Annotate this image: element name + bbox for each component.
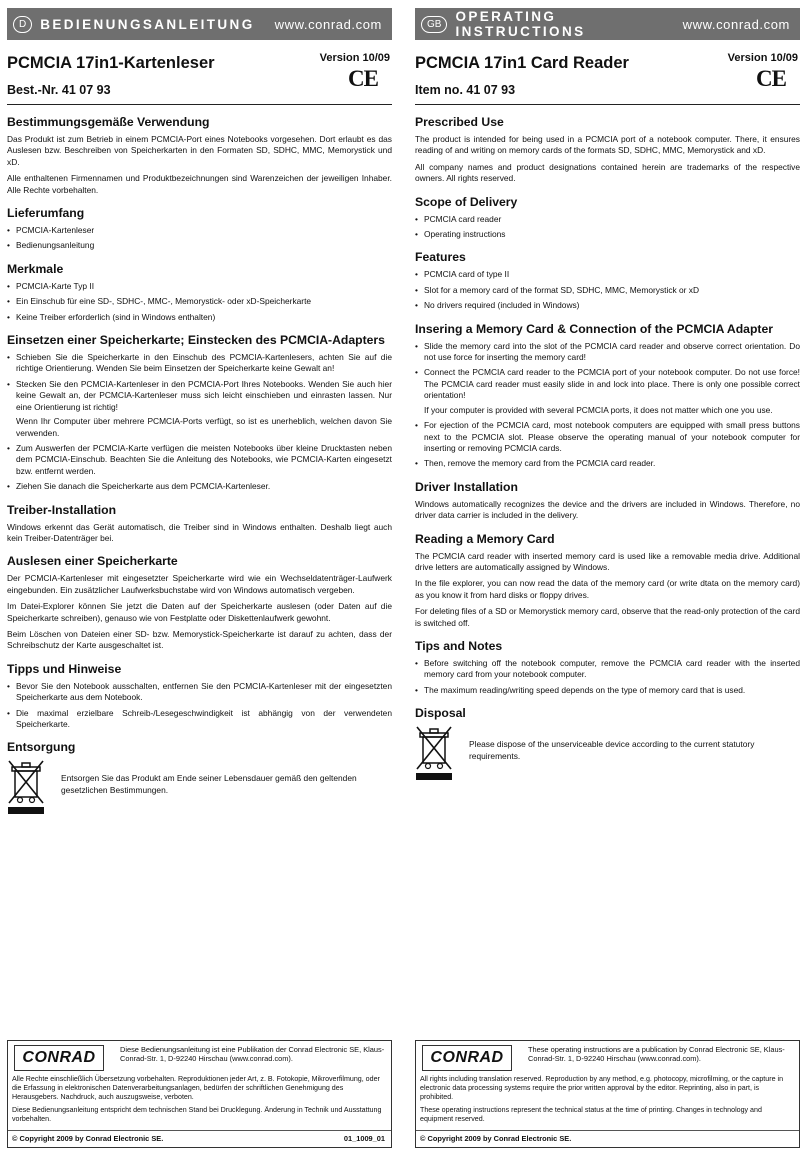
rights-note: All rights including translation reserved. Reproduction by any method, e.g. photocopy, microfilming, or the capture in electronic data processing systems require the prior written approval by the editor. Reprinting, also in part, is prohibited. xyxy=(420,1075,784,1102)
header-url[interactable]: www.conrad.com xyxy=(682,16,790,32)
section-title: Tips and Notes xyxy=(415,638,503,653)
paragraph: Beim Löschen von Dateien einer SD- bzw. Memorystick-Speicherkarte ist darauf zu achten, dass der Schreibschutz der Karte ausgeschaltet ist. xyxy=(7,628,392,651)
bullet-list xyxy=(415,269,800,311)
footer-german xyxy=(7,1040,392,1148)
version-label: Version 10/09 xyxy=(319,52,390,64)
disposal-text: Please dispose of the unserviceable device according to the current statutory requirements. xyxy=(469,739,755,761)
paragraph: Der PCMCIA-Kartenleser mit eingesetzter Speicherkarte wird wie ein Wechseldatenträger-Laufwerk eingebunden. Ein zusätzlicher Laufwerksbuchstabe wird von Windows automatisch vergeben. xyxy=(7,573,392,595)
list-item: • Slide the memory card into the slot of the PCMCIA card reader and observe correct orientation. Do not use force for inserting the memory card! xyxy=(415,341,800,364)
paragraph: Windows erkennt das Gerät automatisch, die Treiber sind in Windows enthalten. Deshalb liegt auch kein Treiber-Datenträger bei. xyxy=(7,521,392,543)
list-item: • PCMCIA-Karte Typ II xyxy=(7,281,392,292)
section-title: Tipps und Hinweise xyxy=(7,661,122,676)
paragraph: Alle enthaltenen Firmennamen und Produktbezeichnungen sind Warenzeichen der jeweiligen Inhaber. Alle Rechte vorbehalten. xyxy=(7,173,392,195)
section-title: Scope of Delivery xyxy=(415,194,518,209)
version-label: Version 10/09 xyxy=(727,52,798,64)
list-item: • Bedienungsanleitung xyxy=(7,240,392,251)
section-title: Reading a Memory Card xyxy=(415,531,555,546)
item-number: Item no. 41 07 93 xyxy=(415,83,516,97)
list-item: • Operating instructions xyxy=(415,229,800,240)
list-item: • Die maximal erzielbare Schreib-/Lesegeschwindigkeit ist abhängig von der verwendeten Speicherkarte. xyxy=(7,708,392,731)
publication-note: These operating instructions are a publication by Conrad Electronic SE, Klaus-Conrad-Str. 1, D-92240 Hirschau (www.conrad.com). xyxy=(528,1045,785,1064)
section-title: Auslesen einer Speicherkarte xyxy=(7,554,178,569)
paragraph: The product is intended for being used in a PCMCIA port of a notebook computer. There, it ensures reading of and writing on memory cards of the formats SD, SDHC, MMC, Memorystick and xD. xyxy=(415,134,800,156)
list-item: • Slot for a memory card of the format SD, SDHC, MMC, Memorystick or xD xyxy=(415,285,800,296)
column-english xyxy=(415,8,800,781)
list-item: • Keine Treiber erforderlich (sind in Windows enthalten) xyxy=(7,312,392,323)
list-item: • No drivers required (included in Windows) xyxy=(415,300,800,311)
section-title: Features xyxy=(415,250,466,265)
section-title: Driver Installation xyxy=(415,479,518,494)
header-bar xyxy=(415,8,800,40)
conrad-logo: CONRAD xyxy=(14,1045,104,1071)
bullet-list xyxy=(7,225,392,252)
footer-body xyxy=(12,1075,385,1127)
header-title: BEDIENUNGSANLEITUNG xyxy=(40,16,255,32)
list-item xyxy=(415,367,800,416)
ce-mark-icon: CE xyxy=(348,66,378,91)
section-title: Disposal xyxy=(415,706,466,721)
section-title: Merkmale xyxy=(7,261,64,276)
list-item: • PCMCIA-Kartenleser xyxy=(7,225,392,236)
list-item-text: • Stecken Sie den PCMCIA-Kartenleser in den PCMCIA-Port Ihres Notebooks. Wenden Sie auch hier keine Gewalt an, der PCMCIA-Kartenleser muss sich leicht einschieben und einrasten lassen. Nur eine Orientierung ist richtig! xyxy=(16,378,392,412)
bullet-list xyxy=(415,341,800,470)
sections xyxy=(415,115,800,781)
section-title: Lieferumfang xyxy=(7,206,85,221)
item-number: Best.-Nr. 41 07 93 xyxy=(7,83,111,97)
paragraph: Windows automatically recognizes the device and the drivers are included in Windows. Therefore, no driver data carrier is included in the delivery. xyxy=(415,498,800,521)
crossed-out-bin-icon xyxy=(415,725,453,781)
list-item: • PCMCIA card reader xyxy=(415,214,800,225)
list-item-note: If your computer is provided with several PCMCIA ports, it does not matter which one you use. xyxy=(424,404,773,415)
bullet-list xyxy=(7,681,392,731)
list-item: • PCMCIA card of type II xyxy=(415,269,800,280)
product-title: PCMCIA 17in1-Kartenleser xyxy=(7,54,215,72)
title-block xyxy=(415,40,800,105)
footer-english xyxy=(415,1040,800,1148)
status-note: These operating instructions represent the technical status at the time of printing. Changes in technology and equipment reserved. xyxy=(420,1105,762,1123)
conrad-logo: CONRAD xyxy=(422,1045,512,1071)
list-item: • Before switching off the notebook computer, remove the PCMCIA card reader with the inserted memory card from your notebook computer. xyxy=(415,658,800,681)
bullet-list xyxy=(415,658,800,696)
list-item xyxy=(7,379,392,439)
list-item: • The maximum reading/writing speed depends on the type of memory card that is used. xyxy=(415,685,800,696)
publication-note: Diese Bedienungsanleitung ist eine Publikation der Conrad Electronic SE, Klaus-Conrad-Str. 1, D-92240 Hirschau (www.conrad.com). xyxy=(120,1045,385,1064)
divider xyxy=(8,1130,391,1131)
ce-mark-icon: CE xyxy=(756,66,786,91)
list-item: • Then, remove the memory card from the PCMCIA card reader. xyxy=(415,458,800,469)
section-title: Insering a Memory Card & Connection of the PCMCIA Adapter xyxy=(415,321,773,336)
paragraph: The PCMCIA card reader with inserted memory card is used like a removable media drive. Additional drive letters are automatically assigned by Windows. xyxy=(415,550,800,572)
paragraph: All company names and product designations contained herein are trademarks of the respective owners. All rights reserved. xyxy=(415,161,800,184)
bullet-list xyxy=(7,352,392,492)
footer-body xyxy=(420,1075,793,1127)
list-item-text: • Connect the PCMCIA card reader to the PCMCIA port of your notebook computer. Do not use force! The PCMCIA card reader must easily slide in and lock into place. There is only one possible correct orientation! xyxy=(424,367,800,401)
product-title: PCMCIA 17in1 Card Reader xyxy=(415,54,629,72)
divider xyxy=(416,1130,799,1131)
header-url[interactable]: www.conrad.com xyxy=(274,16,382,32)
column-german xyxy=(7,8,392,815)
sections xyxy=(7,115,392,815)
title-block xyxy=(7,40,392,105)
document-code: 01_1009_01 xyxy=(343,1134,385,1143)
paragraph: Im Datei-Explorer können Sie jetzt die Daten auf der Speicherkarte auslesen (oder Daten auf die Speicherkarte schreiben), genauso wie von Festplatte oder Diskettenlaufwerk gewohnt. xyxy=(7,601,392,623)
list-item: • Ein Einschub für eine SD-, SDHC-, MMC-, Memorystick- oder xD-Speicherkarte xyxy=(7,296,392,307)
status-note: Diese Bedienungsanleitung entspricht dem technischen Stand bei Drucklegung. Änderung in Technik und Ausstattung vorbehalten. xyxy=(12,1105,382,1123)
language-badge: D xyxy=(13,16,32,33)
disposal-block xyxy=(7,759,392,815)
section-title: Prescribed Use xyxy=(415,115,504,129)
disposal-block xyxy=(415,725,800,781)
list-item: • Ziehen Sie danach die Speicherkarte aus dem PCMCIA-Kartenleser. xyxy=(7,481,392,492)
language-badge: GB xyxy=(421,16,447,33)
copyright: © Copyright 2009 by Conrad Electronic SE. xyxy=(420,1134,572,1143)
crossed-out-bin-icon xyxy=(7,759,45,815)
paragraph: For deleting files of a SD or Memorystick memory card, observe that the read-only protection of the card is switched off. xyxy=(415,606,800,628)
bullet-list xyxy=(7,281,392,323)
list-item: • For ejection of the PCMCIA card, most notebook computers are equipped with small press buttons next to the PCMCIA slot. Please observe the operating manual of your notebook computer for inserting or removing PCMCIA cards. xyxy=(415,420,800,454)
copyright: © Copyright 2009 by Conrad Electronic SE. xyxy=(12,1134,164,1143)
rights-note: Alle Rechte einschließlich Übersetzung vorbehalten. Reproduktionen jeder Art, z. B. Fotokopie, Mikroverfilmung, oder die Erfassung in elektronischen Datenverarbeitungsanlagen, bedürfen der schriftlichen Genehmigung des Herausgebers. Nachdruck, auch auszugsweise, verboten. xyxy=(12,1075,380,1102)
header-title: OPERATING INSTRUCTIONS xyxy=(455,9,586,39)
section-title: Bestimmungsgemäße Verwendung xyxy=(7,115,210,129)
disposal-text: Entsorgen Sie das Produkt am Ende seiner Lebensdauer gemäß den geltenden gesetzlichen Bestimmungen. xyxy=(61,773,357,795)
paragraph: Das Produkt ist zum Betrieb in einem PCMCIA-Port eines Notebooks vorgesehen. Dort erlaubt es das Auslesen bzw. Beschreiben von Speicherkarten in den Formaten SD, SDHC, MMC, Memorystick und xD. xyxy=(7,134,392,167)
list-item: • Schieben Sie die Speicherkarte in den Einschub des PCMCIA-Kartenlesers, achten Sie auf die richtige Orientierung. Wenden Sie beim Einsetzen der Speicherkarte keine Gewalt an! xyxy=(7,352,392,375)
bullet-list xyxy=(415,214,800,241)
section-title: Einsetzen einer Speicherkarte; Einstecken des PCMCIA-Adapters xyxy=(7,333,385,348)
paragraph: In the file explorer, you can now read the data of the memory card (or write dtata on the memory card) as you know it from hard disks or floppy drives. xyxy=(415,578,800,600)
list-item: • Zum Auswerfen der PCMCIA-Karte verfügen die meisten Notebooks über kleine Drucktasten neben dem PCMCIA-Einschub. Beachten Sie die Anleitung des Notebooks, wie PCMCIA-Karten eingesetzt bzw. entfernt werden. xyxy=(7,443,392,477)
header-bar xyxy=(7,8,392,40)
list-item-note: Wenn Ihr Computer über mehrere PCMCIA-Ports verfügt, so ist es unerheblich, welchen davon Sie verwenden. xyxy=(16,416,392,438)
list-item: • Bevor Sie den Notebook ausschalten, entfernen Sie den PCMCIA-Kartenleser mit der eingesetzten Speicherkarte aus dem Notebook. xyxy=(7,681,392,704)
section-title: Treiber-Installation xyxy=(7,502,117,517)
section-title: Entsorgung xyxy=(7,740,76,755)
